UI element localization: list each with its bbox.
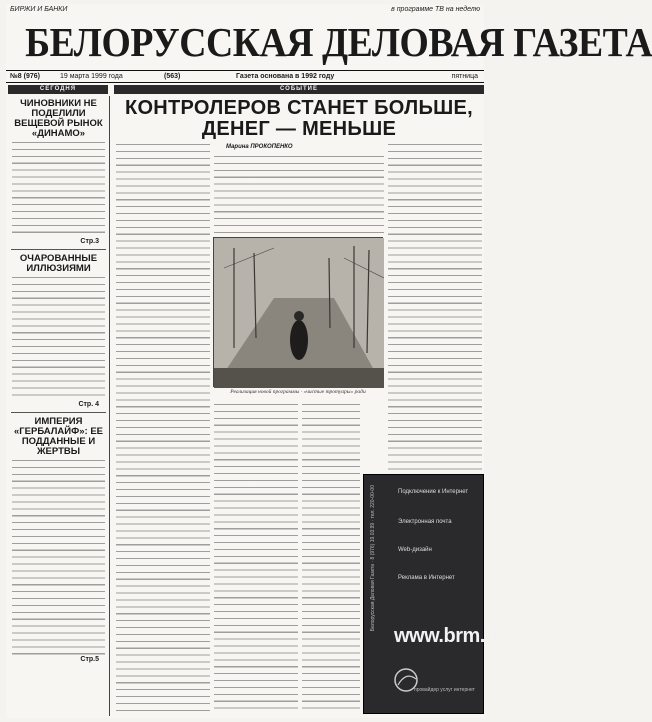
internet-ad[interactable] [363,474,497,714]
ad-brand: www.brm.n [394,625,497,647]
article-column-1 [116,144,210,712]
left-item-page[interactable]: Стр. 4 [78,401,99,408]
newspaper-page [6,4,652,718]
top-right-note: в программе ТВ на неделю [391,6,480,13]
section-event: СОБЫТИЕ [114,85,484,94]
section-today: СЕГОДНЯ [8,85,108,94]
ad-vertical-text: Белорусская Деловая Газета · 8 (976) 19.03.99 · тел. 220-00-00 [370,485,376,632]
left-item-2 [8,254,109,408]
newspaper-title: БЕЛОРУССКАЯ ДЕЛОВАЯ ГАЗЕТА [25,19,652,65]
left-item-page[interactable]: Стр.5 [80,656,99,663]
photo-illustration [214,238,384,388]
left-item-text [12,142,105,238]
ad-item: Электронная почта [398,519,452,525]
founded-note: Газета основана в 1992 году [236,73,335,80]
ad-slogan: провайдер услуг интернет [414,687,475,693]
issue-sequence: (563) [164,73,181,80]
left-item-title[interactable]: ОЧАРОВАННЫЕ ИЛЛЮЗИЯМИ [19,253,98,274]
left-item-text [12,277,105,401]
article-column-4 [388,144,482,470]
left-item-title[interactable]: ИМПЕРИЯ «ГЕРБАЛАЙФ»: ЕЕ ПОДДАННЫЕ И ЖЕРТВЫ [13,416,103,457]
article-photo [213,237,383,387]
left-column [8,96,110,716]
headline-line-2: ДЕНЕГ — МЕНЬШЕ [201,118,397,140]
top-left-note: БИРЖИ И БАНКИ [10,6,68,13]
ad-item: Подключение к Интернет [398,489,469,495]
ad-item: Реклама в Интернет [398,575,455,581]
ad-item: Web-дизайн [398,547,432,553]
article-column-3 [302,404,360,712]
issue-number: №8 (976) [10,73,40,80]
headline-line-1: КОНТРОЛЕРОВ СТАНЕТ БОЛЬШЕ, [124,97,474,119]
article-author: Марина ПРОКОПЕНКО [226,144,293,150]
divider [11,412,106,413]
left-item-1 [8,99,109,245]
issue-info-bar [6,70,484,83]
article-lead [214,156,384,234]
left-item-page[interactable]: Стр.3 [80,238,99,245]
left-item-title[interactable]: ЧИНОВНИКИ НЕ ПОДЕЛИЛИ ВЕЩЕВОЙ РЫНОК «ДИНАМО» [14,98,103,139]
masthead-topline [6,6,484,16]
issue-date: 19 марта 1999 года [60,73,123,80]
left-item-3 [8,417,109,663]
article-column-2 [214,404,298,712]
left-item-text [12,460,105,656]
divider [11,249,106,250]
weekday: пятница [451,73,478,80]
main-headline [114,98,484,142]
photo-caption: Реализация новой программы · «чистые тротуары» ради [230,389,366,395]
